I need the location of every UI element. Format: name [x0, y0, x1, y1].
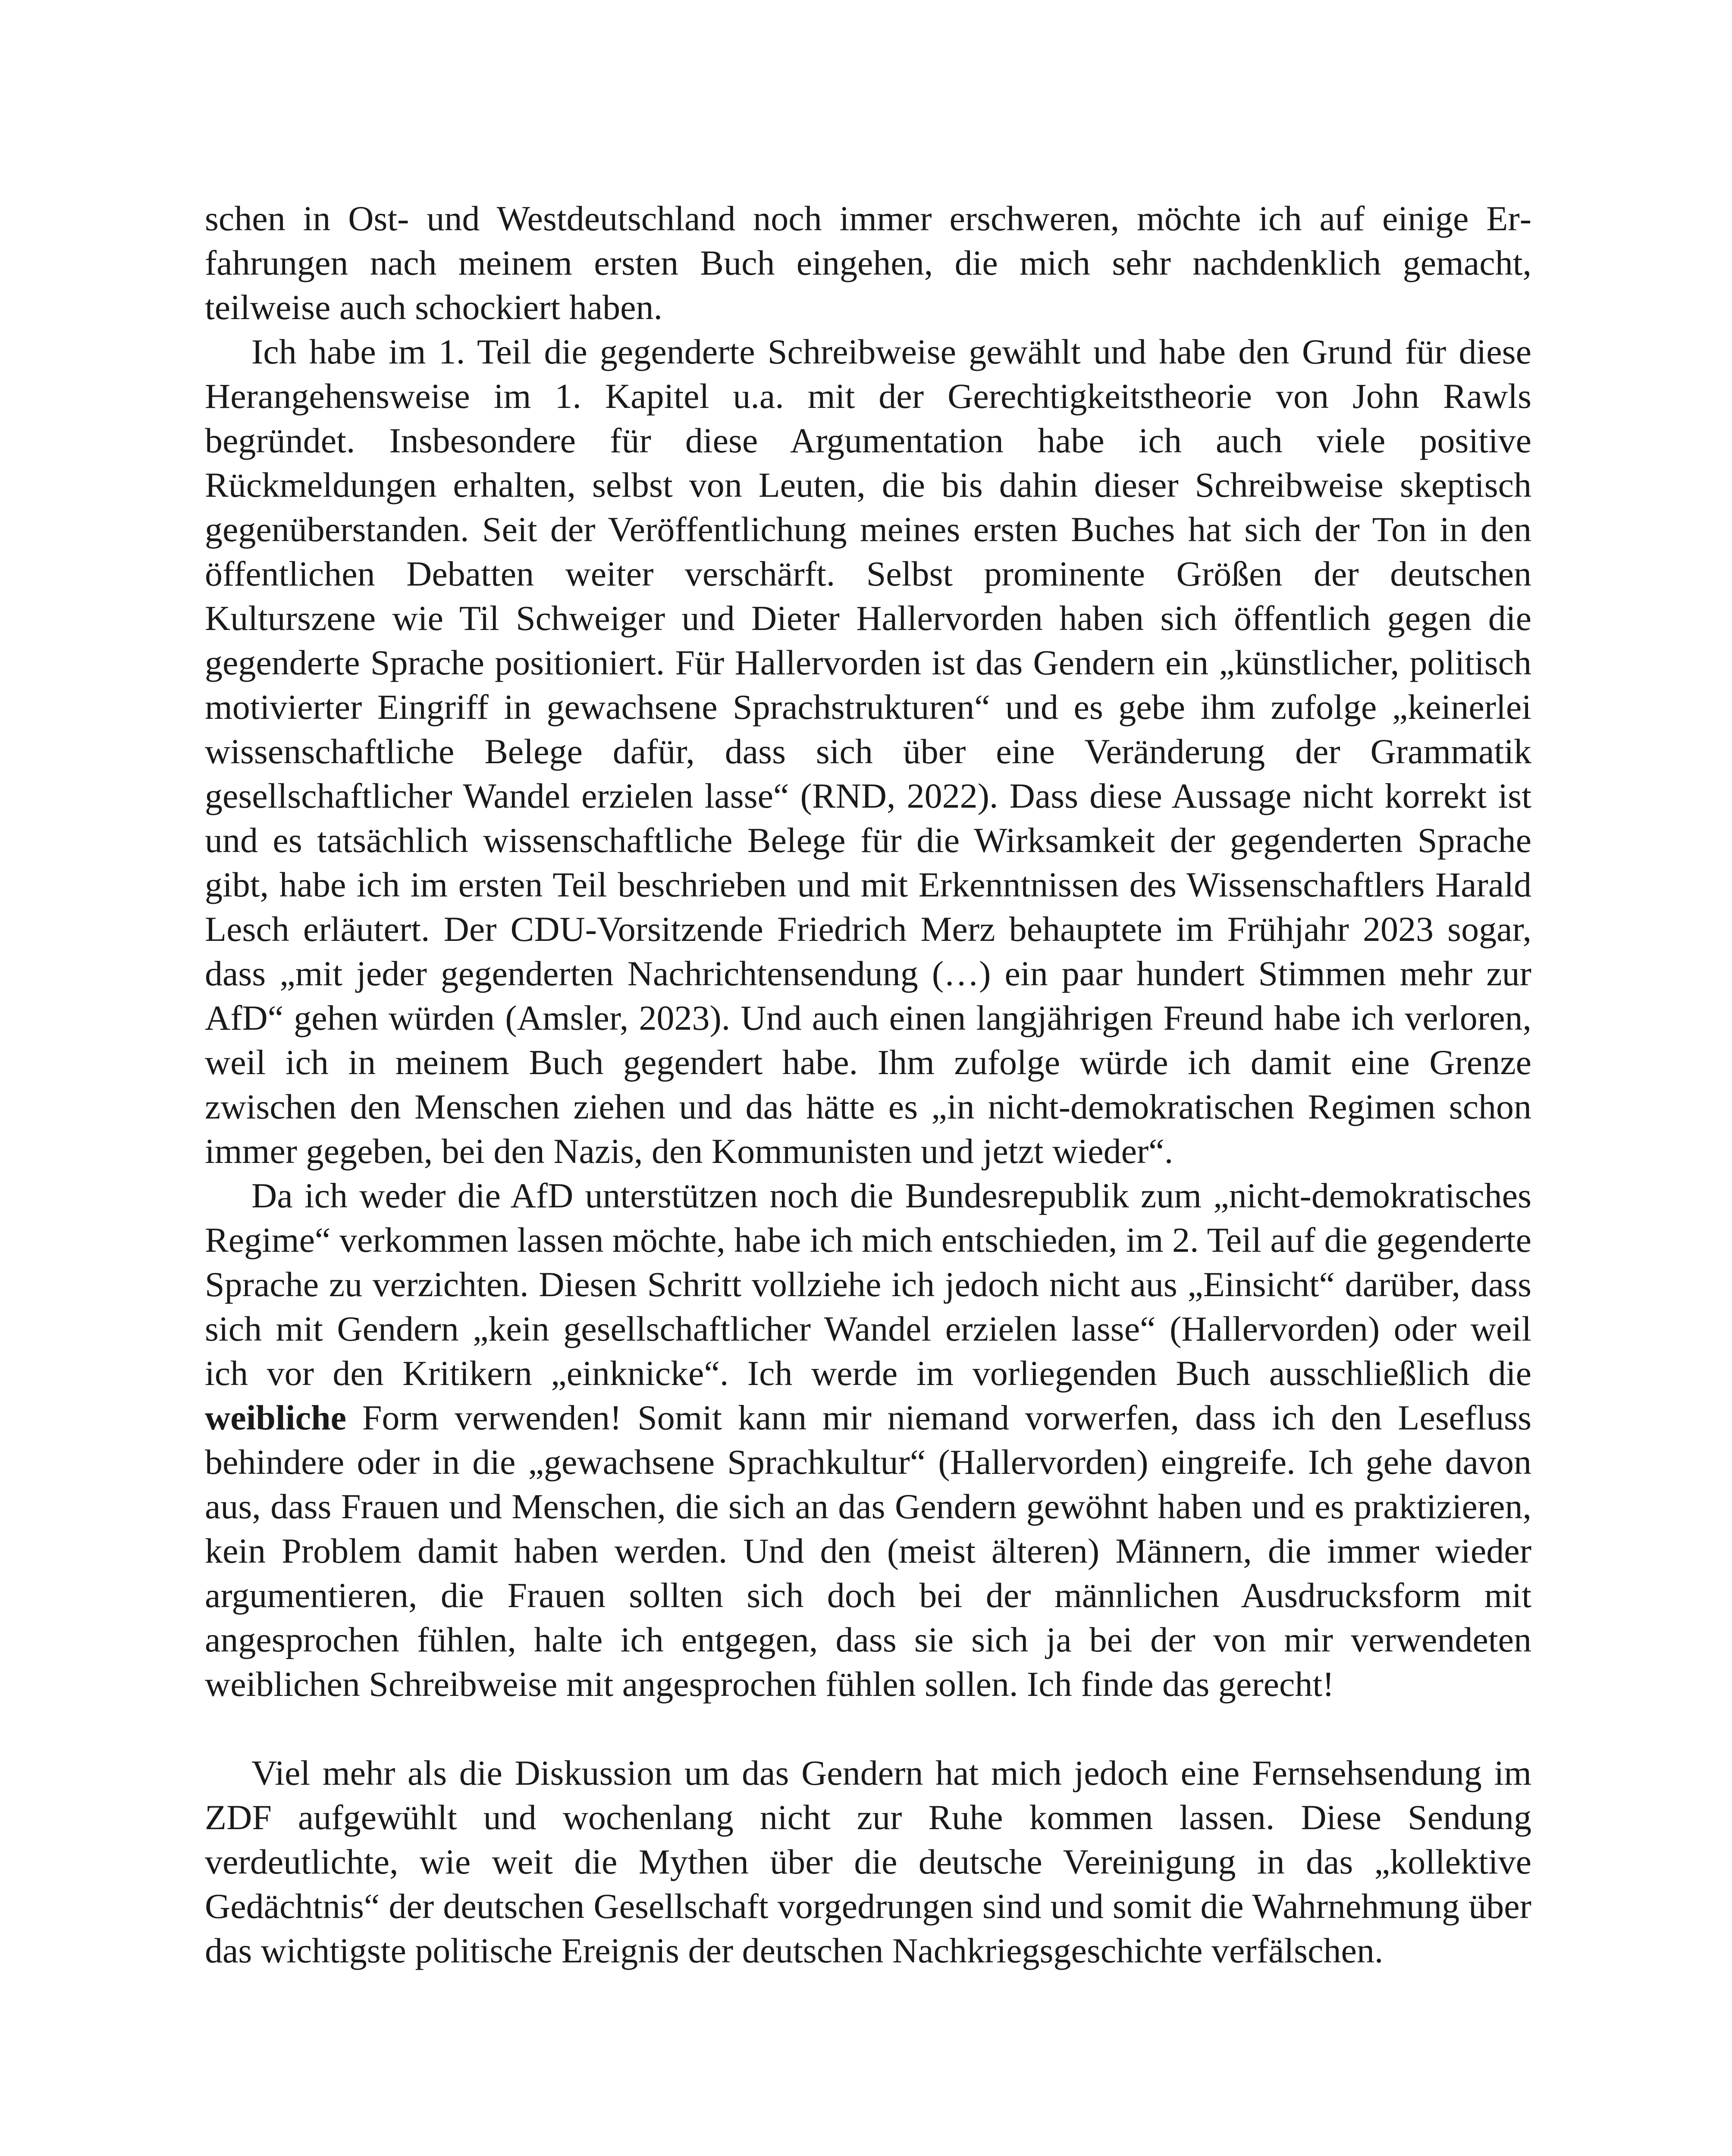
- paragraph-3: [205, 1173, 1531, 1706]
- paragraph-3-text-a: Da ich weder die AfD unterstützen noch die Bundesrepublik zum „nicht-demokratisches Regime“ verkommen lassen möchte, habe ich mich entschieden, im 2. Teil auf die gegenderte Sprache zu verzichten. Diesen Schritt vollziehe ich jedoch nicht aus „Einsicht“ darüber, dass sich mit Gendern „kein gesellschaftlicher Wandel erzielen lasse“ (Hallervorden) oder weil ich vor den Kritikern „einknicke“. Ich werde im vorliegenden Buch ausschließlich die: [205, 1176, 1531, 1393]
- book-page-body: [205, 196, 1531, 1973]
- paragraph-4: Viel mehr als die Diskussion um das Gendern hat mich jedoch eine Fernsehsendung im ZDF aufgewühlt und wochenlang nicht zur Ruhe kommen lassen. Diese Sendung verdeutlichte, wie weit die Mythen über die deutsche Vereinigung in das „kollektive Gedächtnis“ der deutschen Gesellschaft vorgedrungen sind und somit die Wahrnehmung über das wichtigste politische Ereignis der deutschen Nachkriegsgeschichte verfälschen.: [205, 1753, 1531, 1970]
- paragraph-3-text-b: Form verwenden! Somit kann mir niemand vorwerfen, dass ich den Lesefluss behindere oder in die „gewachsene Sprachkultur“ (Hallervorden) eingreife. Ich gehe davon aus, dass Frauen und Menschen, die sich an das Gendern gewöhnt haben und es praktizieren, kein Problem damit haben werden. Und den (meist älteren) Männern, die immer wieder argumentieren, die Frauen sollten sich doch bei der männlichen Ausdrucksform mit angesprochen fühlen, halte ich entgegen, dass sie sich ja bei der von mir verwendeten weiblichen Schreibweise mit angesprochen fühlen sollen. Ich finde das gerecht!: [205, 1398, 1531, 1704]
- paragraph-2: Ich habe im 1. Teil die gegenderte Schreibweise gewählt und habe den Grund für diese Herangehensweise im 1. Kapitel u.a. mit der Gerechtigkeitstheorie von John Rawls begründet. Insbesondere für diese Argumentation habe ich auch viele positive Rückmeldungen erhalten, selbst von Leuten, die bis dahin dieser Schreibweise skeptisch gegenüberstanden. Seit der Veröffentlichung meines ersten Buches hat sich der Ton in den öffentlichen Debatten weiter verschärft. Selbst prominente Größen der deutschen Kulturszene wie Til Schweiger und Dieter Hallervorden haben sich öffentlich gegen die gegenderte Sprache positioniert. Für Hallervorden ist das Gendern ein „künstlicher, politisch motivierter Eingriff in gewachsene Sprachstrukturen“ und es gebe ihm zufolge „keinerlei wissenschaftliche Belege dafür, dass sich über eine Veränderung der Grammatik gesellschaftlicher Wandel erzielen lasse“ (RND, 2022). Dass diese Aussage nicht korrekt ist und es tatsächlich wissenschaftliche Belege für die Wirksamkeit der gegenderten Sprache gibt, habe ich im ersten Teil beschrieben und mit Erkenntnissen des Wissenschaftlers Harald Lesch erläutert. Der CDU-Vorsitzende Friedrich Merz behauptete im Frühjahr 2023 sogar, dass „mit jeder gegenderten Nachrichtensendung (…) ein paar hundert Stimmen mehr zur AfD“ gehen würden (Amsler, 2023). Und auch einen langjährigen Freund habe ich verloren, weil ich in meinem Buch gegendert habe. Ihm zufolge würde ich damit eine Grenze zwischen den Menschen ziehen und das hätte es „in nicht-demokratischen Regimen schon immer gegeben, bei den Nazis, den Kommunisten und jetzt wieder“.: [205, 332, 1531, 1171]
- paragraph-1: schen in Ost- und Westdeutschland noch immer erschweren, möchte ich auf einige Erfahrungen nach meinem ersten Buch eingehen, die mich sehr nachdenklich gemacht, teilweise auch schockiert haben.: [205, 199, 1531, 327]
- emphasis-weibliche: weibliche: [205, 1398, 346, 1437]
